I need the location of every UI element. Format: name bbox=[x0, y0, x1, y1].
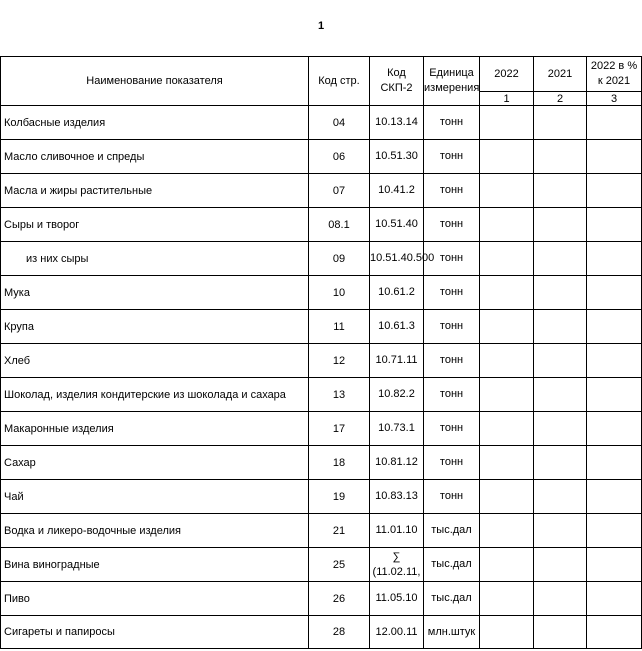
row-name: Пиво bbox=[1, 582, 309, 616]
table-row bbox=[1, 480, 642, 514]
table-row bbox=[1, 140, 642, 174]
row-code: 07 bbox=[309, 174, 370, 208]
row-value-2021[interactable] bbox=[534, 378, 587, 412]
row-unit: тонн bbox=[424, 276, 480, 310]
header-col-3: 3 bbox=[587, 92, 642, 106]
row-value-ratio[interactable] bbox=[587, 514, 642, 548]
row-code: 10 bbox=[309, 276, 370, 310]
row-code: 08.1 bbox=[309, 208, 370, 242]
row-skp-code: 10.51.30 bbox=[370, 140, 424, 174]
table-row bbox=[1, 378, 642, 412]
header-name: Наименование показателя bbox=[1, 57, 309, 106]
row-skp-code: 11.01.10 bbox=[370, 514, 424, 548]
table-row bbox=[1, 242, 642, 276]
header-year-2022: 2022 bbox=[480, 57, 534, 92]
row-skp-code: 10.73.1 bbox=[370, 412, 424, 446]
row-value-2022[interactable] bbox=[480, 616, 534, 649]
table-row bbox=[1, 446, 642, 480]
row-value-2022[interactable] bbox=[480, 412, 534, 446]
row-unit: тонн bbox=[424, 480, 480, 514]
row-code: 17 bbox=[309, 412, 370, 446]
header-col-1: 1 bbox=[480, 92, 534, 106]
row-skp-code: 10.13.14 bbox=[370, 106, 424, 140]
row-code: 09 bbox=[309, 242, 370, 276]
row-value-2021[interactable] bbox=[534, 446, 587, 480]
row-value-2022[interactable] bbox=[480, 106, 534, 140]
row-code: 18 bbox=[309, 446, 370, 480]
row-skp-code: 10.81.12 bbox=[370, 446, 424, 480]
table-row bbox=[1, 106, 642, 140]
row-name: Мука bbox=[1, 276, 309, 310]
table-row bbox=[1, 412, 642, 446]
row-skp-code: 10.51.40.500 bbox=[370, 242, 424, 276]
table-row bbox=[1, 344, 642, 378]
row-value-2022[interactable] bbox=[480, 378, 534, 412]
row-value-2022[interactable] bbox=[480, 446, 534, 480]
table-header bbox=[1, 57, 642, 106]
row-value-2021[interactable] bbox=[534, 208, 587, 242]
row-name: Макаронные изделия bbox=[1, 412, 309, 446]
row-name: Сахар bbox=[1, 446, 309, 480]
row-name: Вина виноградные bbox=[1, 548, 309, 582]
row-name: Масло сливочное и спреды bbox=[1, 140, 309, 174]
row-code: 19 bbox=[309, 480, 370, 514]
row-value-ratio[interactable] bbox=[587, 412, 642, 446]
row-name: Водка и ликеро-водочные изделия bbox=[1, 514, 309, 548]
table-row bbox=[1, 276, 642, 310]
row-value-2021[interactable] bbox=[534, 344, 587, 378]
row-code: 06 bbox=[309, 140, 370, 174]
row-value-ratio[interactable] bbox=[587, 548, 642, 582]
table-row bbox=[1, 582, 642, 616]
row-value-2021[interactable] bbox=[534, 616, 587, 649]
row-value-ratio[interactable] bbox=[587, 174, 642, 208]
row-value-ratio[interactable] bbox=[587, 480, 642, 514]
row-value-2022[interactable] bbox=[480, 582, 534, 616]
row-unit: тонн bbox=[424, 344, 480, 378]
row-value-2022[interactable] bbox=[480, 344, 534, 378]
row-name: Колбасные изделия bbox=[1, 106, 309, 140]
row-unit: тонн bbox=[424, 378, 480, 412]
row-skp-code: 10.83.13 bbox=[370, 480, 424, 514]
row-code: 13 bbox=[309, 378, 370, 412]
row-value-ratio[interactable] bbox=[587, 616, 642, 649]
page-number: 1 bbox=[317, 20, 325, 32]
row-value-2021[interactable] bbox=[534, 310, 587, 344]
header-year-2021: 2021 bbox=[534, 57, 587, 92]
row-value-2021[interactable] bbox=[534, 276, 587, 310]
row-unit: тонн bbox=[424, 208, 480, 242]
header-col-2: 2 bbox=[534, 92, 587, 106]
row-unit: тонн bbox=[424, 446, 480, 480]
row-unit: тонн bbox=[424, 310, 480, 344]
row-name: Шоколад, изделия кондитерские из шоколада и сахара bbox=[1, 378, 309, 412]
row-unit: тонн bbox=[424, 174, 480, 208]
row-code: 21 bbox=[309, 514, 370, 548]
row-unit: тонн bbox=[424, 106, 480, 140]
row-value-ratio[interactable] bbox=[587, 208, 642, 242]
header-ratio: 2022 в % к 2021 bbox=[587, 57, 642, 92]
row-skp-code: 10.82.2 bbox=[370, 378, 424, 412]
row-value-ratio[interactable] bbox=[587, 276, 642, 310]
row-skp-code: 10.41.2 bbox=[370, 174, 424, 208]
row-value-ratio[interactable] bbox=[587, 446, 642, 480]
row-value-2021[interactable] bbox=[534, 548, 587, 582]
table-row bbox=[1, 616, 642, 649]
row-value-ratio[interactable] bbox=[587, 310, 642, 344]
row-code: 04 bbox=[309, 106, 370, 140]
row-value-2021[interactable] bbox=[534, 514, 587, 548]
row-value-2022[interactable] bbox=[480, 548, 534, 582]
row-unit: млн.штук bbox=[424, 616, 480, 649]
header-skp-code: Код СКП-2 bbox=[370, 57, 424, 106]
row-skp-code: ∑ (11.02.11, bbox=[370, 548, 424, 582]
row-name: Хлеб bbox=[1, 344, 309, 378]
table-row bbox=[1, 548, 642, 582]
row-name: Чай bbox=[1, 480, 309, 514]
row-value-2022[interactable] bbox=[480, 480, 534, 514]
row-unit: тонн bbox=[424, 412, 480, 446]
row-value-ratio[interactable] bbox=[587, 106, 642, 140]
table-row bbox=[1, 208, 642, 242]
row-skp-code: 10.61.2 bbox=[370, 276, 424, 310]
row-value-ratio[interactable] bbox=[587, 378, 642, 412]
table-row bbox=[1, 514, 642, 548]
row-value-ratio[interactable] bbox=[587, 344, 642, 378]
row-value-2021[interactable] bbox=[534, 140, 587, 174]
row-value-2021[interactable] bbox=[534, 106, 587, 140]
row-value-2022[interactable] bbox=[480, 514, 534, 548]
row-code: 28 bbox=[309, 616, 370, 649]
row-value-2022[interactable] bbox=[480, 174, 534, 208]
row-code: 25 bbox=[309, 548, 370, 582]
row-value-2022[interactable] bbox=[480, 242, 534, 276]
row-skp-code: 12.00.11 bbox=[370, 616, 424, 649]
row-name: Крупа bbox=[1, 310, 309, 344]
header-unit: Единица измерения bbox=[424, 57, 480, 106]
row-value-ratio[interactable] bbox=[587, 140, 642, 174]
row-value-2021[interactable] bbox=[534, 242, 587, 276]
row-code: 11 bbox=[309, 310, 370, 344]
row-skp-code: 10.71.11 bbox=[370, 344, 424, 378]
row-unit: тонн bbox=[424, 242, 480, 276]
table-row bbox=[1, 310, 642, 344]
table-body bbox=[1, 106, 642, 649]
row-value-2021[interactable] bbox=[534, 412, 587, 446]
row-code: 12 bbox=[309, 344, 370, 378]
row-unit: тыс.дал bbox=[424, 582, 480, 616]
row-skp-code: 11.05.10 bbox=[370, 582, 424, 616]
row-unit: тыс.дал bbox=[424, 548, 480, 582]
row-value-2022[interactable] bbox=[480, 276, 534, 310]
row-code: 26 bbox=[309, 582, 370, 616]
table-row bbox=[1, 174, 642, 208]
row-value-ratio[interactable] bbox=[587, 582, 642, 616]
row-unit: тыс.дал bbox=[424, 514, 480, 548]
row-name: Сигареты и папиросы bbox=[1, 616, 309, 649]
row-name: из них сыры bbox=[1, 242, 309, 276]
row-value-ratio[interactable] bbox=[587, 242, 642, 276]
header-row-code: Код стр. bbox=[309, 57, 370, 106]
indicators-table bbox=[0, 56, 642, 649]
row-value-2021[interactable] bbox=[534, 582, 587, 616]
row-name: Масла и жиры растительные bbox=[1, 174, 309, 208]
row-value-2021[interactable] bbox=[534, 174, 587, 208]
row-value-2021[interactable] bbox=[534, 480, 587, 514]
row-skp-code: 10.61.3 bbox=[370, 310, 424, 344]
row-value-2022[interactable] bbox=[480, 208, 534, 242]
row-unit: тонн bbox=[424, 140, 480, 174]
row-name: Сыры и творог bbox=[1, 208, 309, 242]
row-value-2022[interactable] bbox=[480, 140, 534, 174]
row-skp-code: 10.51.40 bbox=[370, 208, 424, 242]
row-value-2022[interactable] bbox=[480, 310, 534, 344]
